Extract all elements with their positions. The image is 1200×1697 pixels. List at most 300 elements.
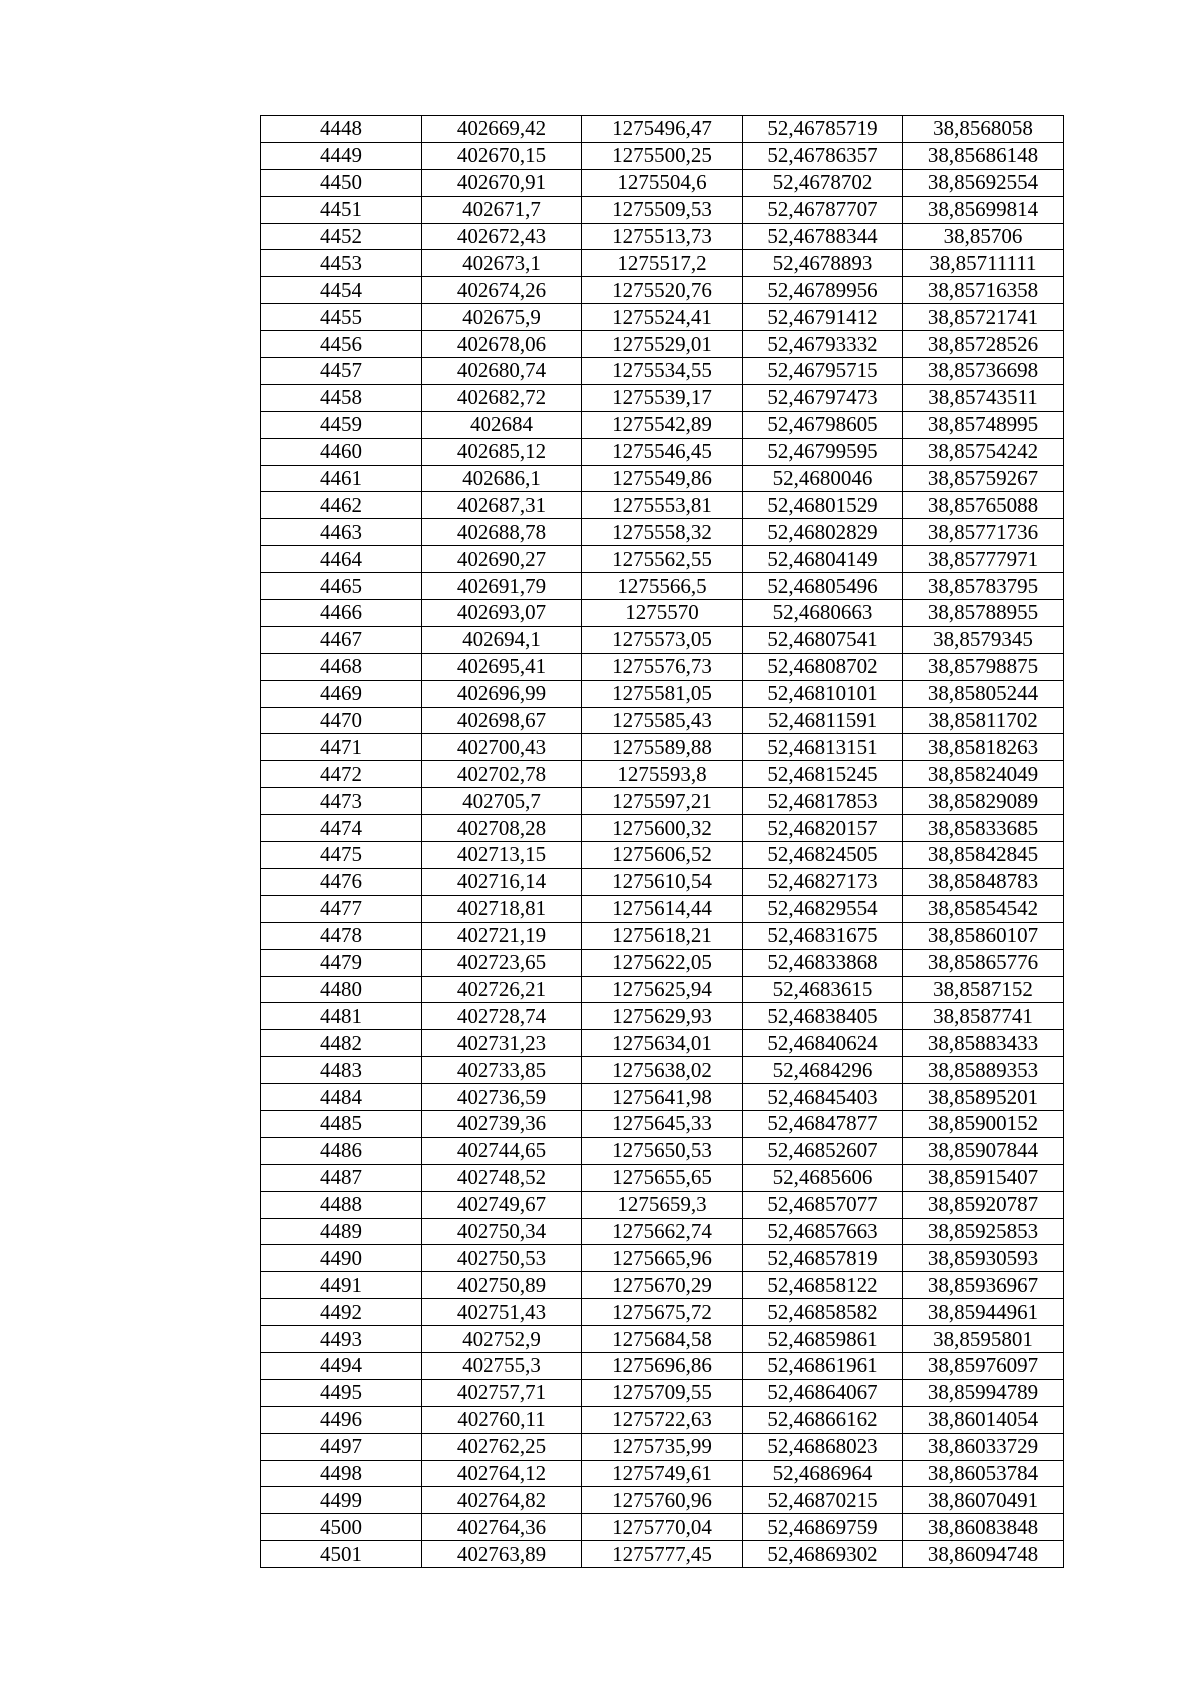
latitude-cell: 52,46804149 (743, 546, 903, 573)
longitude-cell: 38,85686148 (903, 142, 1064, 169)
point-number-cell: 4489 (261, 1218, 422, 1245)
latitude-cell: 52,46870215 (743, 1487, 903, 1514)
table-row (261, 1299, 1064, 1326)
point-number-cell: 4479 (261, 949, 422, 976)
x-coordinate-cell: 402700,43 (422, 734, 582, 761)
x-coordinate-cell: 402750,89 (422, 1272, 582, 1299)
x-coordinate-cell: 402685,12 (422, 438, 582, 465)
y-coordinate-cell: 1275645,33 (582, 1110, 743, 1137)
table-row (261, 788, 1064, 815)
latitude-cell: 52,46801529 (743, 492, 903, 519)
y-coordinate-cell: 1275500,25 (582, 142, 743, 169)
latitude-cell: 52,46805496 (743, 573, 903, 600)
table-row (261, 707, 1064, 734)
latitude-cell: 52,46858122 (743, 1272, 903, 1299)
point-number-cell: 4450 (261, 169, 422, 196)
table-row (261, 331, 1064, 358)
x-coordinate-cell: 402750,53 (422, 1245, 582, 1272)
latitude-cell: 52,46789956 (743, 277, 903, 304)
table-row (261, 411, 1064, 438)
point-number-cell: 4454 (261, 277, 422, 304)
longitude-cell: 38,85754242 (903, 438, 1064, 465)
x-coordinate-cell: 402762,25 (422, 1433, 582, 1460)
x-coordinate-cell: 402671,7 (422, 196, 582, 223)
table-row (261, 1352, 1064, 1379)
point-number-cell: 4490 (261, 1245, 422, 1272)
point-number-cell: 4494 (261, 1352, 422, 1379)
latitude-cell: 52,4678702 (743, 169, 903, 196)
table-row (261, 142, 1064, 169)
table-row (261, 384, 1064, 411)
y-coordinate-cell: 1275638,02 (582, 1057, 743, 1084)
table-row (261, 1084, 1064, 1111)
x-coordinate-cell: 402669,42 (422, 116, 582, 143)
point-number-cell: 4465 (261, 573, 422, 600)
y-coordinate-cell: 1275573,05 (582, 626, 743, 653)
latitude-cell: 52,46829554 (743, 895, 903, 922)
table-row (261, 1245, 1064, 1272)
latitude-cell: 52,46811591 (743, 707, 903, 734)
x-coordinate-cell: 402763,89 (422, 1541, 582, 1568)
point-number-cell: 4488 (261, 1191, 422, 1218)
y-coordinate-cell: 1275566,5 (582, 573, 743, 600)
x-coordinate-cell: 402680,74 (422, 358, 582, 385)
latitude-cell: 52,46869759 (743, 1514, 903, 1541)
x-coordinate-cell: 402702,78 (422, 761, 582, 788)
point-number-cell: 4486 (261, 1137, 422, 1164)
table-row (261, 653, 1064, 680)
table-row (261, 358, 1064, 385)
x-coordinate-cell: 402752,9 (422, 1326, 582, 1353)
x-coordinate-cell: 402678,06 (422, 331, 582, 358)
x-coordinate-cell: 402733,85 (422, 1057, 582, 1084)
table-row (261, 815, 1064, 842)
table-row (261, 922, 1064, 949)
latitude-cell: 52,46852607 (743, 1137, 903, 1164)
y-coordinate-cell: 1275558,32 (582, 519, 743, 546)
x-coordinate-cell: 402705,7 (422, 788, 582, 815)
table-row (261, 734, 1064, 761)
table-row (261, 761, 1064, 788)
table-row (261, 626, 1064, 653)
x-coordinate-cell: 402672,43 (422, 223, 582, 250)
x-coordinate-cell: 402682,72 (422, 384, 582, 411)
x-coordinate-cell: 402760,11 (422, 1406, 582, 1433)
table-row (261, 1379, 1064, 1406)
point-number-cell: 4459 (261, 411, 422, 438)
longitude-cell: 38,85920787 (903, 1191, 1064, 1218)
point-number-cell: 4456 (261, 331, 422, 358)
table-row (261, 1030, 1064, 1057)
longitude-cell: 38,85783795 (903, 573, 1064, 600)
latitude-cell: 52,46868023 (743, 1433, 903, 1460)
x-coordinate-cell: 402718,81 (422, 895, 582, 922)
table-row (261, 1487, 1064, 1514)
latitude-cell: 52,46785719 (743, 116, 903, 143)
point-number-cell: 4458 (261, 384, 422, 411)
table-row (261, 680, 1064, 707)
latitude-cell: 52,46817853 (743, 788, 903, 815)
y-coordinate-cell: 1275585,43 (582, 707, 743, 734)
longitude-cell: 38,85748995 (903, 411, 1064, 438)
y-coordinate-cell: 1275670,29 (582, 1272, 743, 1299)
x-coordinate-cell: 402670,91 (422, 169, 582, 196)
latitude-cell: 52,46791412 (743, 304, 903, 331)
y-coordinate-cell: 1275546,45 (582, 438, 743, 465)
x-coordinate-cell: 402755,3 (422, 1352, 582, 1379)
table-row (261, 1137, 1064, 1164)
table-row (261, 600, 1064, 627)
latitude-cell: 52,46833868 (743, 949, 903, 976)
point-number-cell: 4487 (261, 1164, 422, 1191)
latitude-cell: 52,46815245 (743, 761, 903, 788)
longitude-cell: 38,85692554 (903, 169, 1064, 196)
latitude-cell: 52,46808702 (743, 653, 903, 680)
point-number-cell: 4497 (261, 1433, 422, 1460)
point-number-cell: 4478 (261, 922, 422, 949)
latitude-cell: 52,46798605 (743, 411, 903, 438)
y-coordinate-cell: 1275509,53 (582, 196, 743, 223)
latitude-cell: 52,46813151 (743, 734, 903, 761)
x-coordinate-cell: 402688,78 (422, 519, 582, 546)
y-coordinate-cell: 1275641,98 (582, 1084, 743, 1111)
point-number-cell: 4498 (261, 1460, 422, 1487)
point-number-cell: 4484 (261, 1084, 422, 1111)
y-coordinate-cell: 1275749,61 (582, 1460, 743, 1487)
point-number-cell: 4471 (261, 734, 422, 761)
table-row (261, 1460, 1064, 1487)
y-coordinate-cell: 1275735,99 (582, 1433, 743, 1460)
table-row (261, 1164, 1064, 1191)
point-number-cell: 4466 (261, 600, 422, 627)
latitude-cell: 52,46838405 (743, 1003, 903, 1030)
longitude-cell: 38,86083848 (903, 1514, 1064, 1541)
x-coordinate-cell: 402744,65 (422, 1137, 582, 1164)
longitude-cell: 38,85994789 (903, 1379, 1064, 1406)
x-coordinate-cell: 402728,74 (422, 1003, 582, 1030)
point-number-cell: 4467 (261, 626, 422, 653)
latitude-cell: 52,4685606 (743, 1164, 903, 1191)
longitude-cell: 38,85883433 (903, 1030, 1064, 1057)
y-coordinate-cell: 1275504,6 (582, 169, 743, 196)
longitude-cell: 38,85736698 (903, 358, 1064, 385)
point-number-cell: 4475 (261, 842, 422, 869)
latitude-cell: 52,46845403 (743, 1084, 903, 1111)
x-coordinate-cell: 402764,36 (422, 1514, 582, 1541)
latitude-cell: 52,4686964 (743, 1460, 903, 1487)
point-number-cell: 4482 (261, 1030, 422, 1057)
y-coordinate-cell: 1275709,55 (582, 1379, 743, 1406)
longitude-cell: 38,85777971 (903, 546, 1064, 573)
longitude-cell: 38,85842845 (903, 842, 1064, 869)
y-coordinate-cell: 1275650,53 (582, 1137, 743, 1164)
table-row (261, 1110, 1064, 1137)
y-coordinate-cell: 1275524,41 (582, 304, 743, 331)
longitude-cell: 38,85854542 (903, 895, 1064, 922)
longitude-cell: 38,85848783 (903, 868, 1064, 895)
latitude-cell: 52,46787707 (743, 196, 903, 223)
y-coordinate-cell: 1275553,81 (582, 492, 743, 519)
x-coordinate-cell: 402713,15 (422, 842, 582, 869)
table-row (261, 277, 1064, 304)
table-row (261, 949, 1064, 976)
x-coordinate-cell: 402748,52 (422, 1164, 582, 1191)
latitude-cell: 52,4680663 (743, 600, 903, 627)
latitude-cell: 52,46831675 (743, 922, 903, 949)
table-row (261, 1272, 1064, 1299)
latitude-cell: 52,46866162 (743, 1406, 903, 1433)
longitude-cell: 38,85759267 (903, 465, 1064, 492)
latitude-cell: 52,46859861 (743, 1326, 903, 1353)
longitude-cell: 38,85860107 (903, 922, 1064, 949)
x-coordinate-cell: 402691,79 (422, 573, 582, 600)
point-number-cell: 4472 (261, 761, 422, 788)
y-coordinate-cell: 1275562,55 (582, 546, 743, 573)
point-number-cell: 4469 (261, 680, 422, 707)
table-row (261, 1514, 1064, 1541)
longitude-cell: 38,85765088 (903, 492, 1064, 519)
table-row (261, 304, 1064, 331)
x-coordinate-cell: 402716,14 (422, 868, 582, 895)
point-number-cell: 4496 (261, 1406, 422, 1433)
latitude-cell: 52,46824505 (743, 842, 903, 869)
latitude-cell: 52,46847877 (743, 1110, 903, 1137)
longitude-cell: 38,85936967 (903, 1272, 1064, 1299)
y-coordinate-cell: 1275675,72 (582, 1299, 743, 1326)
table-row (261, 438, 1064, 465)
latitude-cell: 52,46793332 (743, 331, 903, 358)
y-coordinate-cell: 1275570 (582, 600, 743, 627)
x-coordinate-cell: 402686,1 (422, 465, 582, 492)
y-coordinate-cell: 1275770,04 (582, 1514, 743, 1541)
longitude-cell: 38,85900152 (903, 1110, 1064, 1137)
y-coordinate-cell: 1275622,05 (582, 949, 743, 976)
table-row (261, 169, 1064, 196)
table-row (261, 519, 1064, 546)
latitude-cell: 52,46869302 (743, 1541, 903, 1568)
x-coordinate-cell: 402749,67 (422, 1191, 582, 1218)
y-coordinate-cell: 1275696,86 (582, 1352, 743, 1379)
longitude-cell: 38,85743511 (903, 384, 1064, 411)
point-number-cell: 4463 (261, 519, 422, 546)
table-row (261, 196, 1064, 223)
x-coordinate-cell: 402764,82 (422, 1487, 582, 1514)
longitude-cell: 38,8587741 (903, 1003, 1064, 1030)
x-coordinate-cell: 402670,15 (422, 142, 582, 169)
point-number-cell: 4492 (261, 1299, 422, 1326)
x-coordinate-cell: 402693,07 (422, 600, 582, 627)
longitude-cell: 38,86053784 (903, 1460, 1064, 1487)
point-number-cell: 4481 (261, 1003, 422, 1030)
longitude-cell: 38,86070491 (903, 1487, 1064, 1514)
latitude-cell: 52,46799595 (743, 438, 903, 465)
table-row (261, 868, 1064, 895)
latitude-cell: 52,4680046 (743, 465, 903, 492)
longitude-cell: 38,85944961 (903, 1299, 1064, 1326)
y-coordinate-cell: 1275597,21 (582, 788, 743, 815)
latitude-cell: 52,46858582 (743, 1299, 903, 1326)
y-coordinate-cell: 1275614,44 (582, 895, 743, 922)
longitude-cell: 38,85915407 (903, 1164, 1064, 1191)
table-row (261, 546, 1064, 573)
y-coordinate-cell: 1275606,52 (582, 842, 743, 869)
x-coordinate-cell: 402751,43 (422, 1299, 582, 1326)
y-coordinate-cell: 1275777,45 (582, 1541, 743, 1568)
longitude-cell: 38,85925853 (903, 1218, 1064, 1245)
latitude-cell: 52,4683615 (743, 976, 903, 1003)
longitude-cell: 38,85716358 (903, 277, 1064, 304)
coordinates-table-body (261, 116, 1064, 1568)
point-number-cell: 4451 (261, 196, 422, 223)
table-row (261, 1406, 1064, 1433)
x-coordinate-cell: 402726,21 (422, 976, 582, 1003)
y-coordinate-cell: 1275618,21 (582, 922, 743, 949)
table-row (261, 250, 1064, 277)
y-coordinate-cell: 1275625,94 (582, 976, 743, 1003)
point-number-cell: 4468 (261, 653, 422, 680)
x-coordinate-cell: 402675,9 (422, 304, 582, 331)
y-coordinate-cell: 1275513,73 (582, 223, 743, 250)
y-coordinate-cell: 1275593,8 (582, 761, 743, 788)
point-number-cell: 4452 (261, 223, 422, 250)
longitude-cell: 38,85771736 (903, 519, 1064, 546)
table-row (261, 1541, 1064, 1568)
latitude-cell: 52,46820157 (743, 815, 903, 842)
longitude-cell: 38,85895201 (903, 1084, 1064, 1111)
point-number-cell: 4483 (261, 1057, 422, 1084)
y-coordinate-cell: 1275659,3 (582, 1191, 743, 1218)
y-coordinate-cell: 1275539,17 (582, 384, 743, 411)
point-number-cell: 4464 (261, 546, 422, 573)
point-number-cell: 4499 (261, 1487, 422, 1514)
table-row (261, 492, 1064, 519)
x-coordinate-cell: 402694,1 (422, 626, 582, 653)
x-coordinate-cell: 402690,27 (422, 546, 582, 573)
longitude-cell: 38,85721741 (903, 304, 1064, 331)
point-number-cell: 4461 (261, 465, 422, 492)
point-number-cell: 4473 (261, 788, 422, 815)
coordinates-table (260, 115, 1064, 1568)
latitude-cell: 52,46788344 (743, 223, 903, 250)
y-coordinate-cell: 1275655,65 (582, 1164, 743, 1191)
point-number-cell: 4462 (261, 492, 422, 519)
y-coordinate-cell: 1275581,05 (582, 680, 743, 707)
point-number-cell: 4500 (261, 1514, 422, 1541)
longitude-cell: 38,85865776 (903, 949, 1064, 976)
longitude-cell: 38,85976097 (903, 1352, 1064, 1379)
longitude-cell: 38,8568058 (903, 116, 1064, 143)
table-row (261, 1433, 1064, 1460)
y-coordinate-cell: 1275722,63 (582, 1406, 743, 1433)
longitude-cell: 38,85805244 (903, 680, 1064, 707)
longitude-cell: 38,85829089 (903, 788, 1064, 815)
y-coordinate-cell: 1275589,88 (582, 734, 743, 761)
latitude-cell: 52,46795715 (743, 358, 903, 385)
y-coordinate-cell: 1275629,93 (582, 1003, 743, 1030)
y-coordinate-cell: 1275600,32 (582, 815, 743, 842)
point-number-cell: 4460 (261, 438, 422, 465)
latitude-cell: 52,46861961 (743, 1352, 903, 1379)
longitude-cell: 38,85798875 (903, 653, 1064, 680)
longitude-cell: 38,85930593 (903, 1245, 1064, 1272)
point-number-cell: 4449 (261, 142, 422, 169)
longitude-cell: 38,85907844 (903, 1137, 1064, 1164)
x-coordinate-cell: 402731,23 (422, 1030, 582, 1057)
y-coordinate-cell: 1275684,58 (582, 1326, 743, 1353)
table-row (261, 1057, 1064, 1084)
y-coordinate-cell: 1275496,47 (582, 116, 743, 143)
point-number-cell: 4495 (261, 1379, 422, 1406)
longitude-cell: 38,86033729 (903, 1433, 1064, 1460)
y-coordinate-cell: 1275517,2 (582, 250, 743, 277)
point-number-cell: 4493 (261, 1326, 422, 1353)
x-coordinate-cell: 402764,12 (422, 1460, 582, 1487)
latitude-cell: 52,46857663 (743, 1218, 903, 1245)
longitude-cell: 38,8595801 (903, 1326, 1064, 1353)
y-coordinate-cell: 1275662,74 (582, 1218, 743, 1245)
point-number-cell: 4455 (261, 304, 422, 331)
x-coordinate-cell: 402757,71 (422, 1379, 582, 1406)
y-coordinate-cell: 1275634,01 (582, 1030, 743, 1057)
y-coordinate-cell: 1275529,01 (582, 331, 743, 358)
point-number-cell: 4480 (261, 976, 422, 1003)
x-coordinate-cell: 402674,26 (422, 277, 582, 304)
latitude-cell: 52,46857819 (743, 1245, 903, 1272)
y-coordinate-cell: 1275534,55 (582, 358, 743, 385)
x-coordinate-cell: 402736,59 (422, 1084, 582, 1111)
point-number-cell: 4474 (261, 815, 422, 842)
x-coordinate-cell: 402708,28 (422, 815, 582, 842)
x-coordinate-cell: 402687,31 (422, 492, 582, 519)
longitude-cell: 38,85818263 (903, 734, 1064, 761)
latitude-cell: 52,46864067 (743, 1379, 903, 1406)
x-coordinate-cell: 402696,99 (422, 680, 582, 707)
longitude-cell: 38,85833685 (903, 815, 1064, 842)
x-coordinate-cell: 402673,1 (422, 250, 582, 277)
point-number-cell: 4477 (261, 895, 422, 922)
longitude-cell: 38,85811702 (903, 707, 1064, 734)
latitude-cell: 52,46810101 (743, 680, 903, 707)
longitude-cell: 38,86094748 (903, 1541, 1064, 1568)
point-number-cell: 4453 (261, 250, 422, 277)
y-coordinate-cell: 1275576,73 (582, 653, 743, 680)
longitude-cell: 38,8587152 (903, 976, 1064, 1003)
table-row (261, 1003, 1064, 1030)
longitude-cell: 38,85824049 (903, 761, 1064, 788)
table-row (261, 842, 1064, 869)
table-row (261, 976, 1064, 1003)
point-number-cell: 4448 (261, 116, 422, 143)
longitude-cell: 38,86014054 (903, 1406, 1064, 1433)
point-number-cell: 4501 (261, 1541, 422, 1568)
x-coordinate-cell: 402721,19 (422, 922, 582, 949)
latitude-cell: 52,46857077 (743, 1191, 903, 1218)
point-number-cell: 4457 (261, 358, 422, 385)
latitude-cell: 52,46786357 (743, 142, 903, 169)
latitude-cell: 52,46797473 (743, 384, 903, 411)
y-coordinate-cell: 1275760,96 (582, 1487, 743, 1514)
table-row (261, 895, 1064, 922)
longitude-cell: 38,85788955 (903, 600, 1064, 627)
longitude-cell: 38,85711111 (903, 250, 1064, 277)
table-row (261, 1191, 1064, 1218)
point-number-cell: 4470 (261, 707, 422, 734)
latitude-cell: 52,46807541 (743, 626, 903, 653)
longitude-cell: 38,85706 (903, 223, 1064, 250)
latitude-cell: 52,46827173 (743, 868, 903, 895)
x-coordinate-cell: 402695,41 (422, 653, 582, 680)
latitude-cell: 52,46802829 (743, 519, 903, 546)
